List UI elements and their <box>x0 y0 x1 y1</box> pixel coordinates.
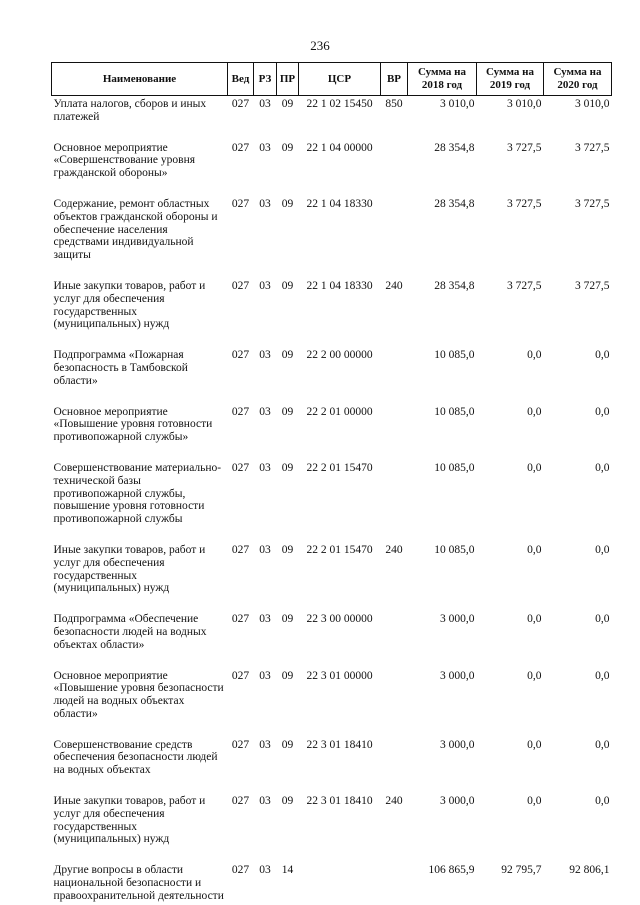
row-name: Иные закупки товаров, работ и услуг для обеспечения государственных (муниципальных) нужд <box>53 279 206 331</box>
table-row <box>52 862 612 902</box>
row-csr: 22 3 01 18410 <box>306 795 373 808</box>
row-spacer-cell <box>52 721 612 737</box>
row-sum-2019: 3 727,5 <box>507 141 542 154</box>
row-sum-2018: 3 000,0 <box>440 738 475 751</box>
row-rz: 03 <box>259 864 271 877</box>
row-rz: 03 <box>259 795 271 808</box>
row-sum-2019: 0,0 <box>527 461 542 474</box>
row-vr: 850 <box>385 98 403 110</box>
row-csr: 22 3 01 18410 <box>306 738 373 751</box>
table-row <box>52 611 612 651</box>
row-rz: 03 <box>259 669 271 682</box>
row-pr: 09 <box>281 543 294 556</box>
row-sum-2020: 3 727,5 <box>575 197 610 210</box>
row-csr: 22 2 01 00000 <box>306 405 373 418</box>
row-sum-2019: 0,0 <box>527 795 542 808</box>
row-vr <box>381 611 408 651</box>
row-vr <box>381 140 408 180</box>
row-sum-2018: 28 354,8 <box>434 279 475 292</box>
row-ved: 027 <box>231 795 250 808</box>
row-sum-2020: 0,0 <box>595 669 610 682</box>
row-pr: 14 <box>281 864 294 877</box>
row-rz: 03 <box>259 461 271 474</box>
row-sum-2018: 3 000,0 <box>440 613 475 626</box>
row-sum-2018: 10 085,0 <box>434 461 475 474</box>
table-row <box>52 278 612 331</box>
row-pr: 09 <box>281 795 294 808</box>
row-vr <box>381 404 408 444</box>
row-name: Основное мероприятие «Повышение уровня готовности противопожарной службы» <box>53 405 213 444</box>
row-rz: 03 <box>259 405 271 418</box>
row-sum-2020: 0,0 <box>595 349 610 362</box>
row-ved: 027 <box>231 543 250 556</box>
row-sum-2018: 3 000,0 <box>440 669 475 682</box>
row-spacer <box>52 124 612 140</box>
row-vr: 240 <box>385 543 403 556</box>
row-rz: 03 <box>259 349 271 362</box>
row-pr: 09 <box>281 461 294 474</box>
row-vr <box>381 196 408 262</box>
header-name: Наименование <box>52 63 228 96</box>
table-row <box>52 96 612 124</box>
header-rz: РЗ <box>254 63 277 96</box>
row-sum-2020: 0,0 <box>595 738 610 751</box>
row-vr <box>381 460 408 526</box>
row-ved: 027 <box>231 141 250 154</box>
row-spacer-cell <box>52 777 612 793</box>
row-rz: 03 <box>259 197 271 210</box>
row-ved: 027 <box>231 864 250 877</box>
table-row <box>52 737 612 777</box>
budget-table <box>51 62 612 903</box>
row-csr: 22 3 01 00000 <box>306 669 373 682</box>
row-sum-2019: 3 010,0 <box>507 98 542 110</box>
row-name: Подпрограмма «Пожарная безопасность в Тамбовской области» <box>53 349 188 387</box>
row-pr: 09 <box>281 197 294 210</box>
row-spacer <box>52 721 612 737</box>
row-sum-2020: 0,0 <box>595 461 610 474</box>
page-number: 236 <box>310 38 330 53</box>
row-pr: 09 <box>281 738 294 751</box>
row-spacer-cell <box>52 526 612 542</box>
row-csr: 22 2 01 15470 <box>306 461 373 474</box>
row-vr <box>381 668 408 721</box>
row-vr <box>381 737 408 777</box>
row-sum-2019: 0,0 <box>527 613 542 626</box>
row-sum-2019: 0,0 <box>527 738 542 751</box>
table-row <box>52 668 612 721</box>
row-ved: 027 <box>231 98 250 110</box>
header-vr: ВР <box>381 63 408 96</box>
row-sum-2020: 0,0 <box>595 543 610 556</box>
row-spacer <box>52 595 612 611</box>
row-ved: 027 <box>231 669 250 682</box>
row-spacer-cell <box>52 180 612 196</box>
table-row <box>52 793 612 846</box>
row-spacer-cell <box>52 846 612 862</box>
row-spacer <box>52 652 612 668</box>
row-ved: 027 <box>231 461 250 474</box>
table-body <box>52 96 612 903</box>
table-row <box>52 542 612 595</box>
row-ved: 027 <box>231 349 250 362</box>
header-csr: ЦСР <box>299 63 381 96</box>
header-pr: ПР <box>277 63 299 96</box>
table-row <box>52 347 612 387</box>
row-rz: 03 <box>259 613 271 626</box>
row-name: Основное мероприятие «Повышение уровня безопасности людей на водных объектах области» <box>53 669 224 720</box>
row-name: Иные закупки товаров, работ и услуг для обеспечения государственных (муниципальных) нужд <box>53 795 206 846</box>
table-row <box>52 140 612 180</box>
row-rz: 03 <box>259 738 271 751</box>
row-sum-2018: 106 865,9 <box>428 864 475 877</box>
row-sum-2020: 0,0 <box>595 613 610 626</box>
row-sum-2020: 3 727,5 <box>575 279 610 292</box>
row-sum-2018: 28 354,8 <box>434 197 475 210</box>
row-vr: 240 <box>385 795 403 808</box>
row-spacer-cell <box>52 124 612 140</box>
row-sum-2020: 92 806,1 <box>569 864 610 877</box>
row-spacer-cell <box>52 331 612 347</box>
row-ved: 027 <box>231 613 250 626</box>
row-sum-2019: 0,0 <box>527 405 542 418</box>
header-sum-2019: Сумма на 2019 год <box>477 63 544 96</box>
row-csr: 22 3 00 00000 <box>306 613 373 626</box>
row-csr: 22 1 02 15450 <box>306 98 373 110</box>
row-spacer <box>52 846 612 862</box>
table-header <box>52 63 612 96</box>
row-spacer-cell <box>52 652 612 668</box>
row-csr: 22 1 04 18330 <box>306 197 373 210</box>
row-vr <box>381 347 408 387</box>
row-name: Иные закупки товаров, работ и услуг для обеспечения государственных (муниципальных) нужд <box>53 543 206 595</box>
row-pr: 09 <box>281 405 294 418</box>
row-sum-2019: 92 795,7 <box>501 864 542 877</box>
row-name: Совершенствование материально-технической базы противопожарной службы, повышение уровня готовности противопожарной службы <box>53 461 222 526</box>
row-sum-2019: 0,0 <box>527 669 542 682</box>
row-pr: 09 <box>281 141 294 154</box>
row-rz: 03 <box>259 279 271 292</box>
row-vr: 240 <box>385 279 403 292</box>
row-csr: 22 2 00 00000 <box>306 349 373 362</box>
row-sum-2019: 0,0 <box>527 543 542 556</box>
row-rz: 03 <box>259 141 271 154</box>
row-name: Другие вопросы в области национальной безопасности и правоохранительной деятельности <box>53 864 224 902</box>
row-spacer-cell <box>52 595 612 611</box>
row-spacer <box>52 444 612 460</box>
row-sum-2018: 10 085,0 <box>434 405 475 418</box>
row-spacer <box>52 388 612 404</box>
row-sum-2018: 10 085,0 <box>434 543 475 556</box>
row-csr: 22 2 01 15470 <box>306 543 373 556</box>
row-ved: 027 <box>231 279 250 292</box>
row-csr: 22 1 04 00000 <box>306 141 373 154</box>
row-spacer <box>52 262 612 278</box>
row-sum-2019: 3 727,5 <box>507 279 542 292</box>
row-ved: 027 <box>231 405 250 418</box>
header-sum-2020: Сумма на 2020 год <box>544 63 612 96</box>
row-sum-2020: 3 727,5 <box>575 141 610 154</box>
row-spacer <box>52 777 612 793</box>
row-pr: 09 <box>281 349 294 362</box>
row-spacer-cell <box>52 444 612 460</box>
row-name: Уплата налогов, сборов и иных платежей <box>53 98 207 123</box>
row-pr: 09 <box>281 98 294 110</box>
row-pr: 09 <box>281 279 294 292</box>
row-pr: 09 <box>281 669 294 682</box>
header-sum-2018: Сумма на 2018 год <box>408 63 477 96</box>
row-sum-2020: 0,0 <box>595 795 610 808</box>
row-name: Основное мероприятие «Совершенствование уровня гражданской обороны» <box>53 141 196 180</box>
row-sum-2018: 10 085,0 <box>434 349 475 362</box>
row-spacer-cell <box>52 262 612 278</box>
table-row <box>52 196 612 262</box>
row-sum-2020: 3 010,0 <box>575 98 610 110</box>
row-ved: 027 <box>231 197 250 210</box>
header-ved: Вед <box>228 63 254 96</box>
row-spacer <box>52 331 612 347</box>
row-sum-2020: 0,0 <box>595 405 610 418</box>
row-pr: 09 <box>281 613 294 626</box>
row-spacer <box>52 526 612 542</box>
row-vr <box>381 862 408 902</box>
row-spacer-cell <box>52 388 612 404</box>
row-name: Совершенствование средств обеспечения безопасности людей на водных объектах <box>53 738 218 777</box>
row-sum-2018: 3 000,0 <box>440 795 475 808</box>
table-row <box>52 460 612 526</box>
table-row <box>52 404 612 444</box>
row-spacer <box>52 180 612 196</box>
row-sum-2018: 28 354,8 <box>434 141 475 154</box>
row-sum-2018: 3 010,0 <box>440 98 475 110</box>
row-rz: 03 <box>259 98 271 110</box>
row-name: Содержание, ремонт областных объектов гражданской обороны и обеспечение населения средствами индивидуальной защиты <box>53 197 218 262</box>
row-sum-2019: 0,0 <box>527 349 542 362</box>
row-csr: 22 1 04 18330 <box>306 279 373 292</box>
row-rz: 03 <box>259 543 271 556</box>
row-csr <box>299 862 381 902</box>
row-sum-2019: 3 727,5 <box>507 197 542 210</box>
row-ved: 027 <box>231 738 250 751</box>
row-name: Подпрограмма «Обеспечение безопасности людей на водных объектах области» <box>53 613 207 651</box>
